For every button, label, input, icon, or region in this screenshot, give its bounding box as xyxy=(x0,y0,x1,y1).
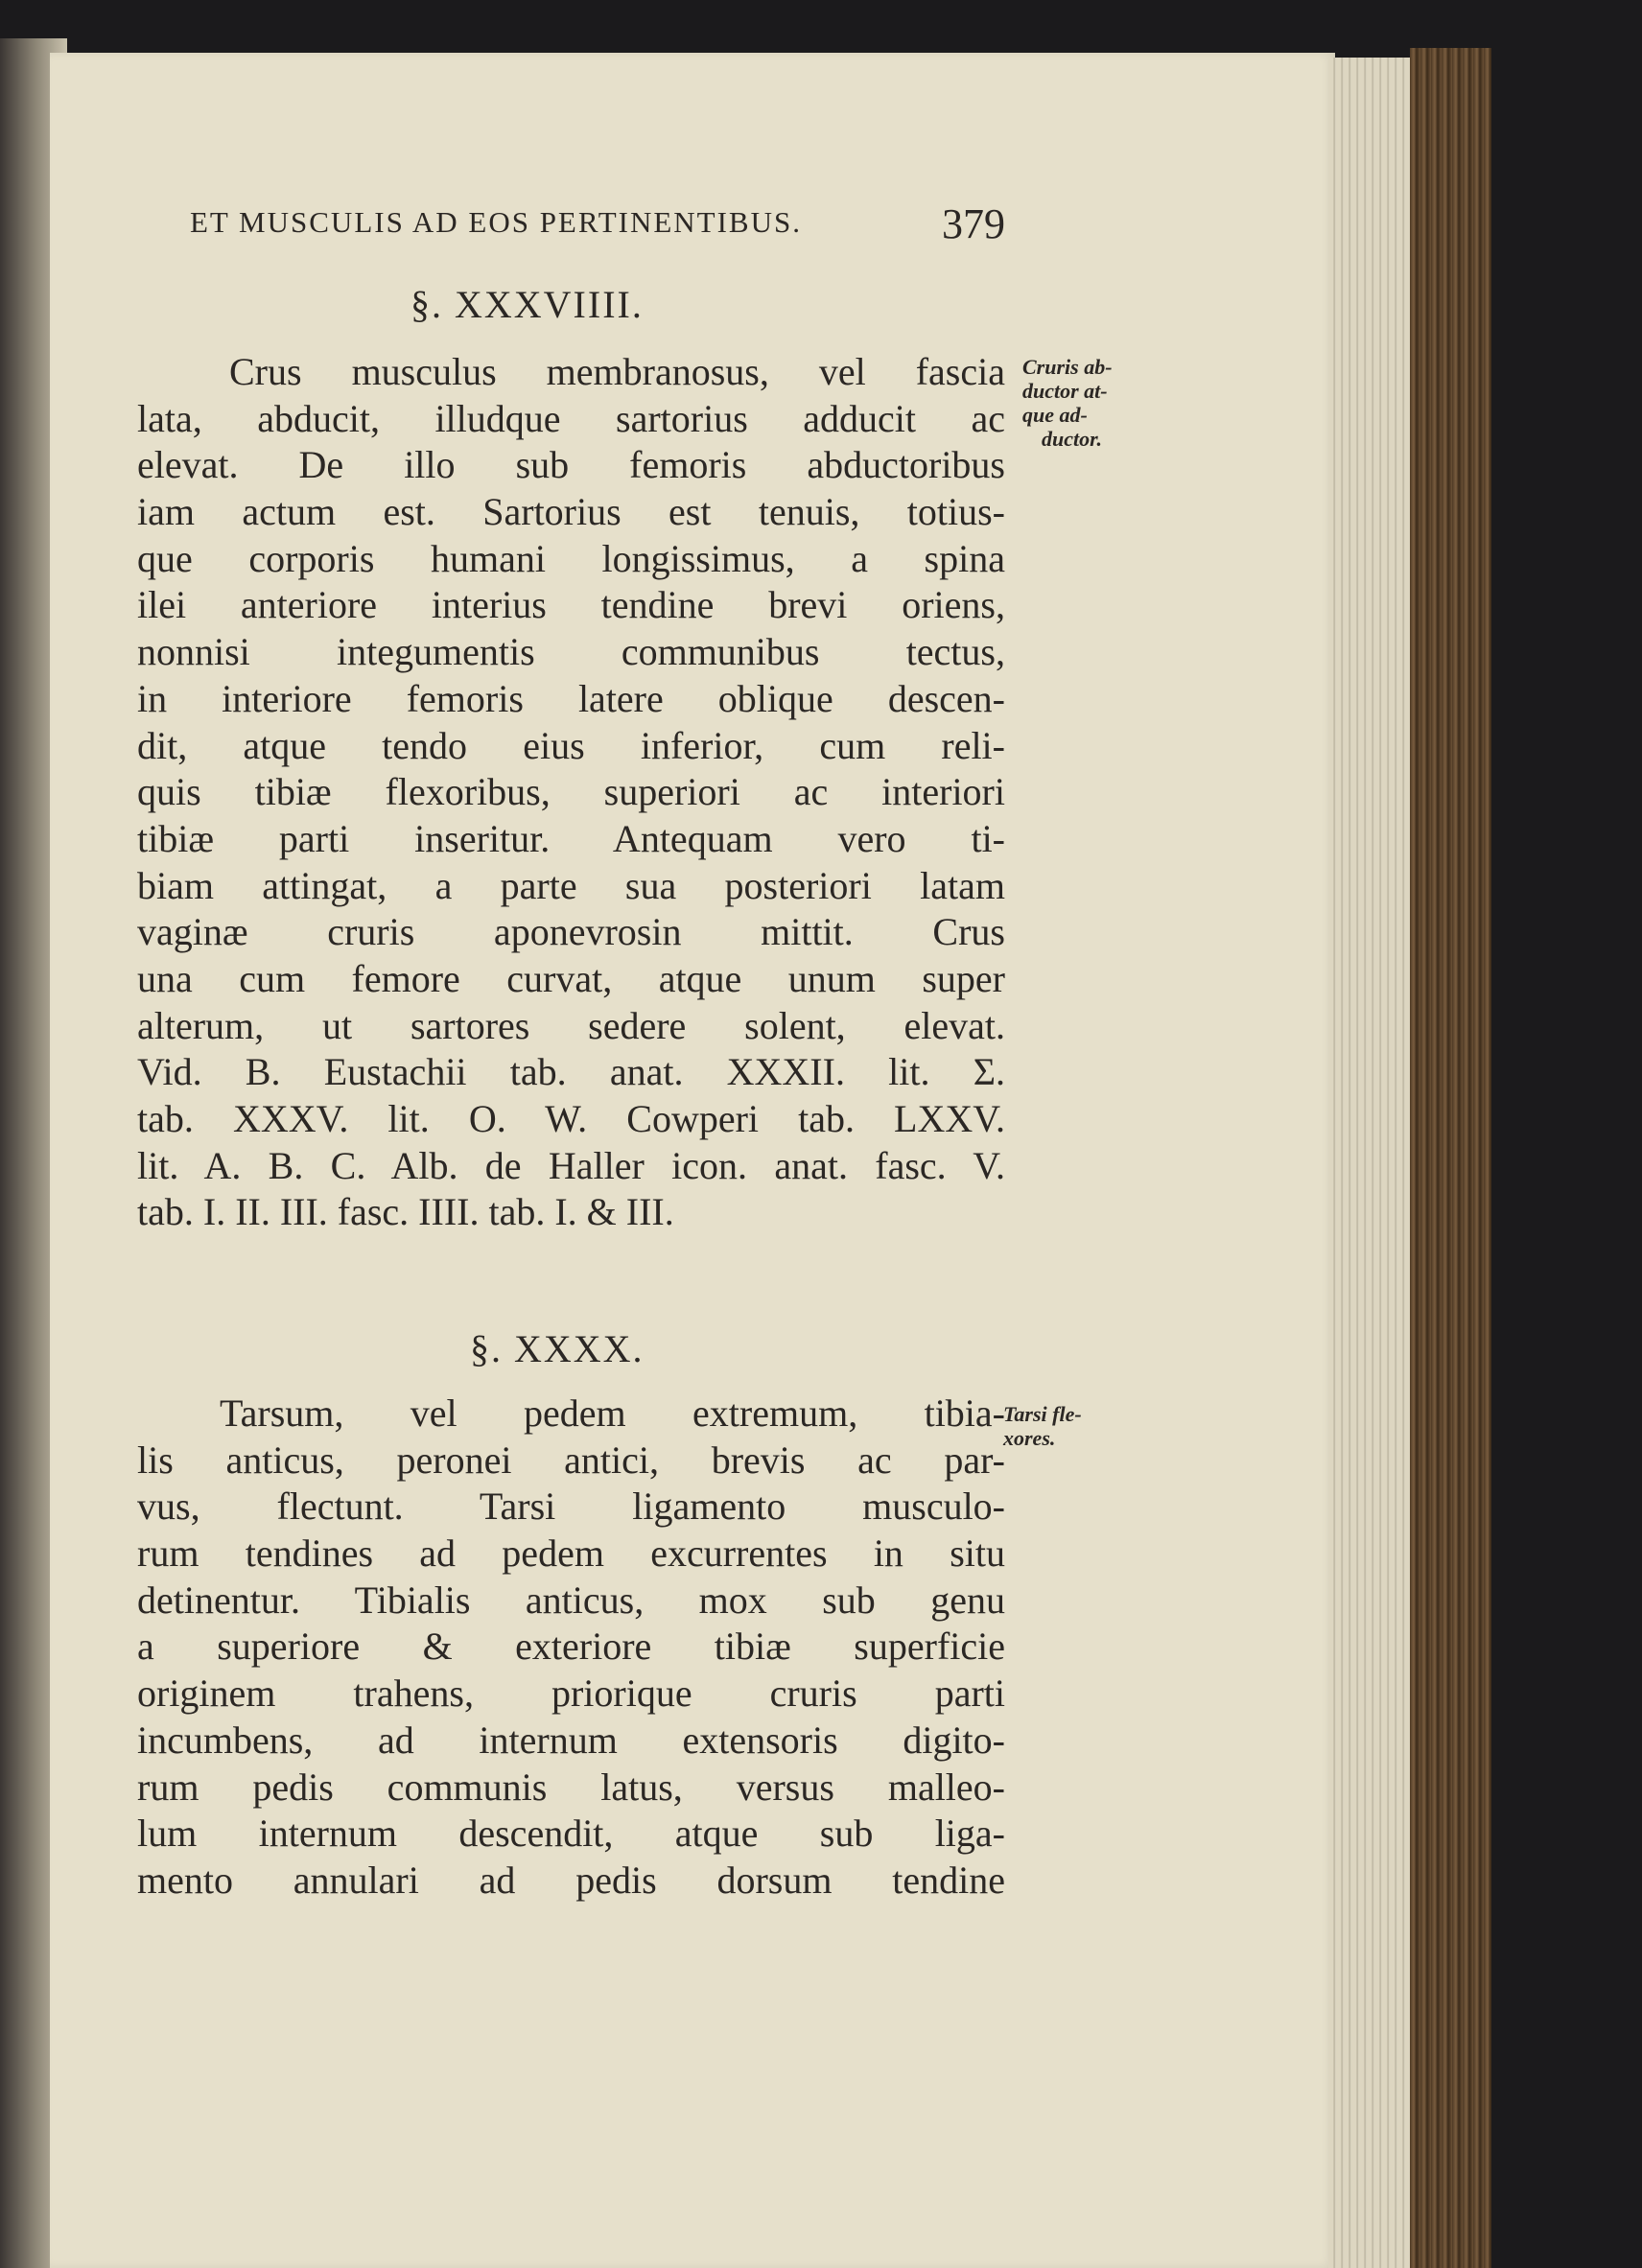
text-line: vaginæ cruris aponevrosin mittit. Crus xyxy=(137,910,1005,954)
text-line: lum internum descendit, atque sub liga- xyxy=(137,1812,1005,1856)
margin-note-tarsi xyxy=(1003,1402,1082,1450)
text-line: incumbens, ad internum extensoris digito- xyxy=(137,1718,1005,1762)
section-heading-xxxx: §. XXXX. xyxy=(470,1327,645,1370)
text-line: Vid. B. Eustachii tab. anat. XXXII. lit. Σ. xyxy=(137,1050,1005,1094)
text-line: tibiæ parti inseritur. Antequam vero ti- xyxy=(137,816,1005,860)
margin-note-line: xores. xyxy=(1003,1426,1056,1450)
text-line: biam attingat, a parte sua posteriori latam xyxy=(137,863,1005,907)
running-header xyxy=(190,200,1005,247)
text-line: una cum femore curvat, atque unum super xyxy=(137,956,1005,1000)
text-line: iam actum est. Sartorius est tenuis, totius- xyxy=(137,490,1005,534)
margin-note-line: ductor. xyxy=(1042,427,1102,451)
text-line: lis anticus, peronei antici, brevis ac par- xyxy=(137,1438,1005,1482)
text-line: que corporis humani longissimus, a spina xyxy=(137,536,1005,580)
text-line: alterum, ut sartores sedere solent, elevat. xyxy=(137,1003,1005,1047)
text-line: lit. A. B. C. Alb. de Haller icon. anat. fasc. V. xyxy=(137,1143,1005,1187)
text-line: elevat. De illo sub femoris abductoribus xyxy=(137,443,1005,487)
text-line: a superiore & exteriore tibiæ superficie xyxy=(137,1625,1005,1669)
section-body-xxxviiii xyxy=(137,349,1005,1236)
section-body-xxxx xyxy=(137,1391,1005,1905)
section-heading-xxxviiii: §. XXXVIIII. xyxy=(410,283,644,326)
margin-note-line: que ad- xyxy=(1022,403,1088,427)
text-line: rum pedis communis latus, versus malleo- xyxy=(137,1765,1005,1809)
text-line: Crus musculus membranosus, vel fascia xyxy=(229,350,1005,393)
text-line: vus, flectunt. Tarsi ligamento musculo- xyxy=(137,1485,1005,1529)
text-line: nonnisi integumentis communibus tectus, xyxy=(137,630,1005,674)
margin-note-line: Cruris ab- xyxy=(1022,355,1113,379)
text-line: mento annulari ad pedis dorsum tendine xyxy=(137,1858,1005,1902)
text-line: ilei anteriore interius tendine brevi oriens, xyxy=(137,583,1005,627)
text-line: detinentur. Tibialis anticus, mox sub genu xyxy=(137,1578,1005,1622)
page-stack-edges xyxy=(1328,58,1413,2268)
text-line: tab. XXXV. lit. O. W. Cowperi tab. LXXV. xyxy=(137,1097,1005,1140)
page-number: 379 xyxy=(942,200,1005,247)
margin-note-cruris xyxy=(1022,355,1113,451)
text-line: dit, atque tendo eius inferior, cum reli- xyxy=(137,723,1005,767)
text-line: originem trahens, priorique cruris parti xyxy=(137,1672,1005,1716)
text-line: Tarsum, vel pedem extremum, tibia- xyxy=(220,1391,1005,1435)
book-cover-edge xyxy=(1410,48,1491,2268)
text-line: quis tibiæ flexoribus, superiori ac interiori xyxy=(137,770,1005,814)
text-line: lata, abducit, illudque sartorius adducit ac xyxy=(137,396,1005,440)
text-line: tab. I. II. III. fasc. IIII. tab. I. & III. xyxy=(137,1190,674,1234)
margin-note-line: ductor at- xyxy=(1022,379,1108,403)
text-line: rum tendines ad pedem excurrentes in situ xyxy=(137,1531,1005,1576)
text-line: in interiore femoris latere oblique descen- xyxy=(137,676,1005,720)
margin-note-line: Tarsi fle- xyxy=(1003,1402,1082,1426)
running-title: ET MUSCULIS AD EOS PERTINENTIBUS. xyxy=(190,205,802,239)
